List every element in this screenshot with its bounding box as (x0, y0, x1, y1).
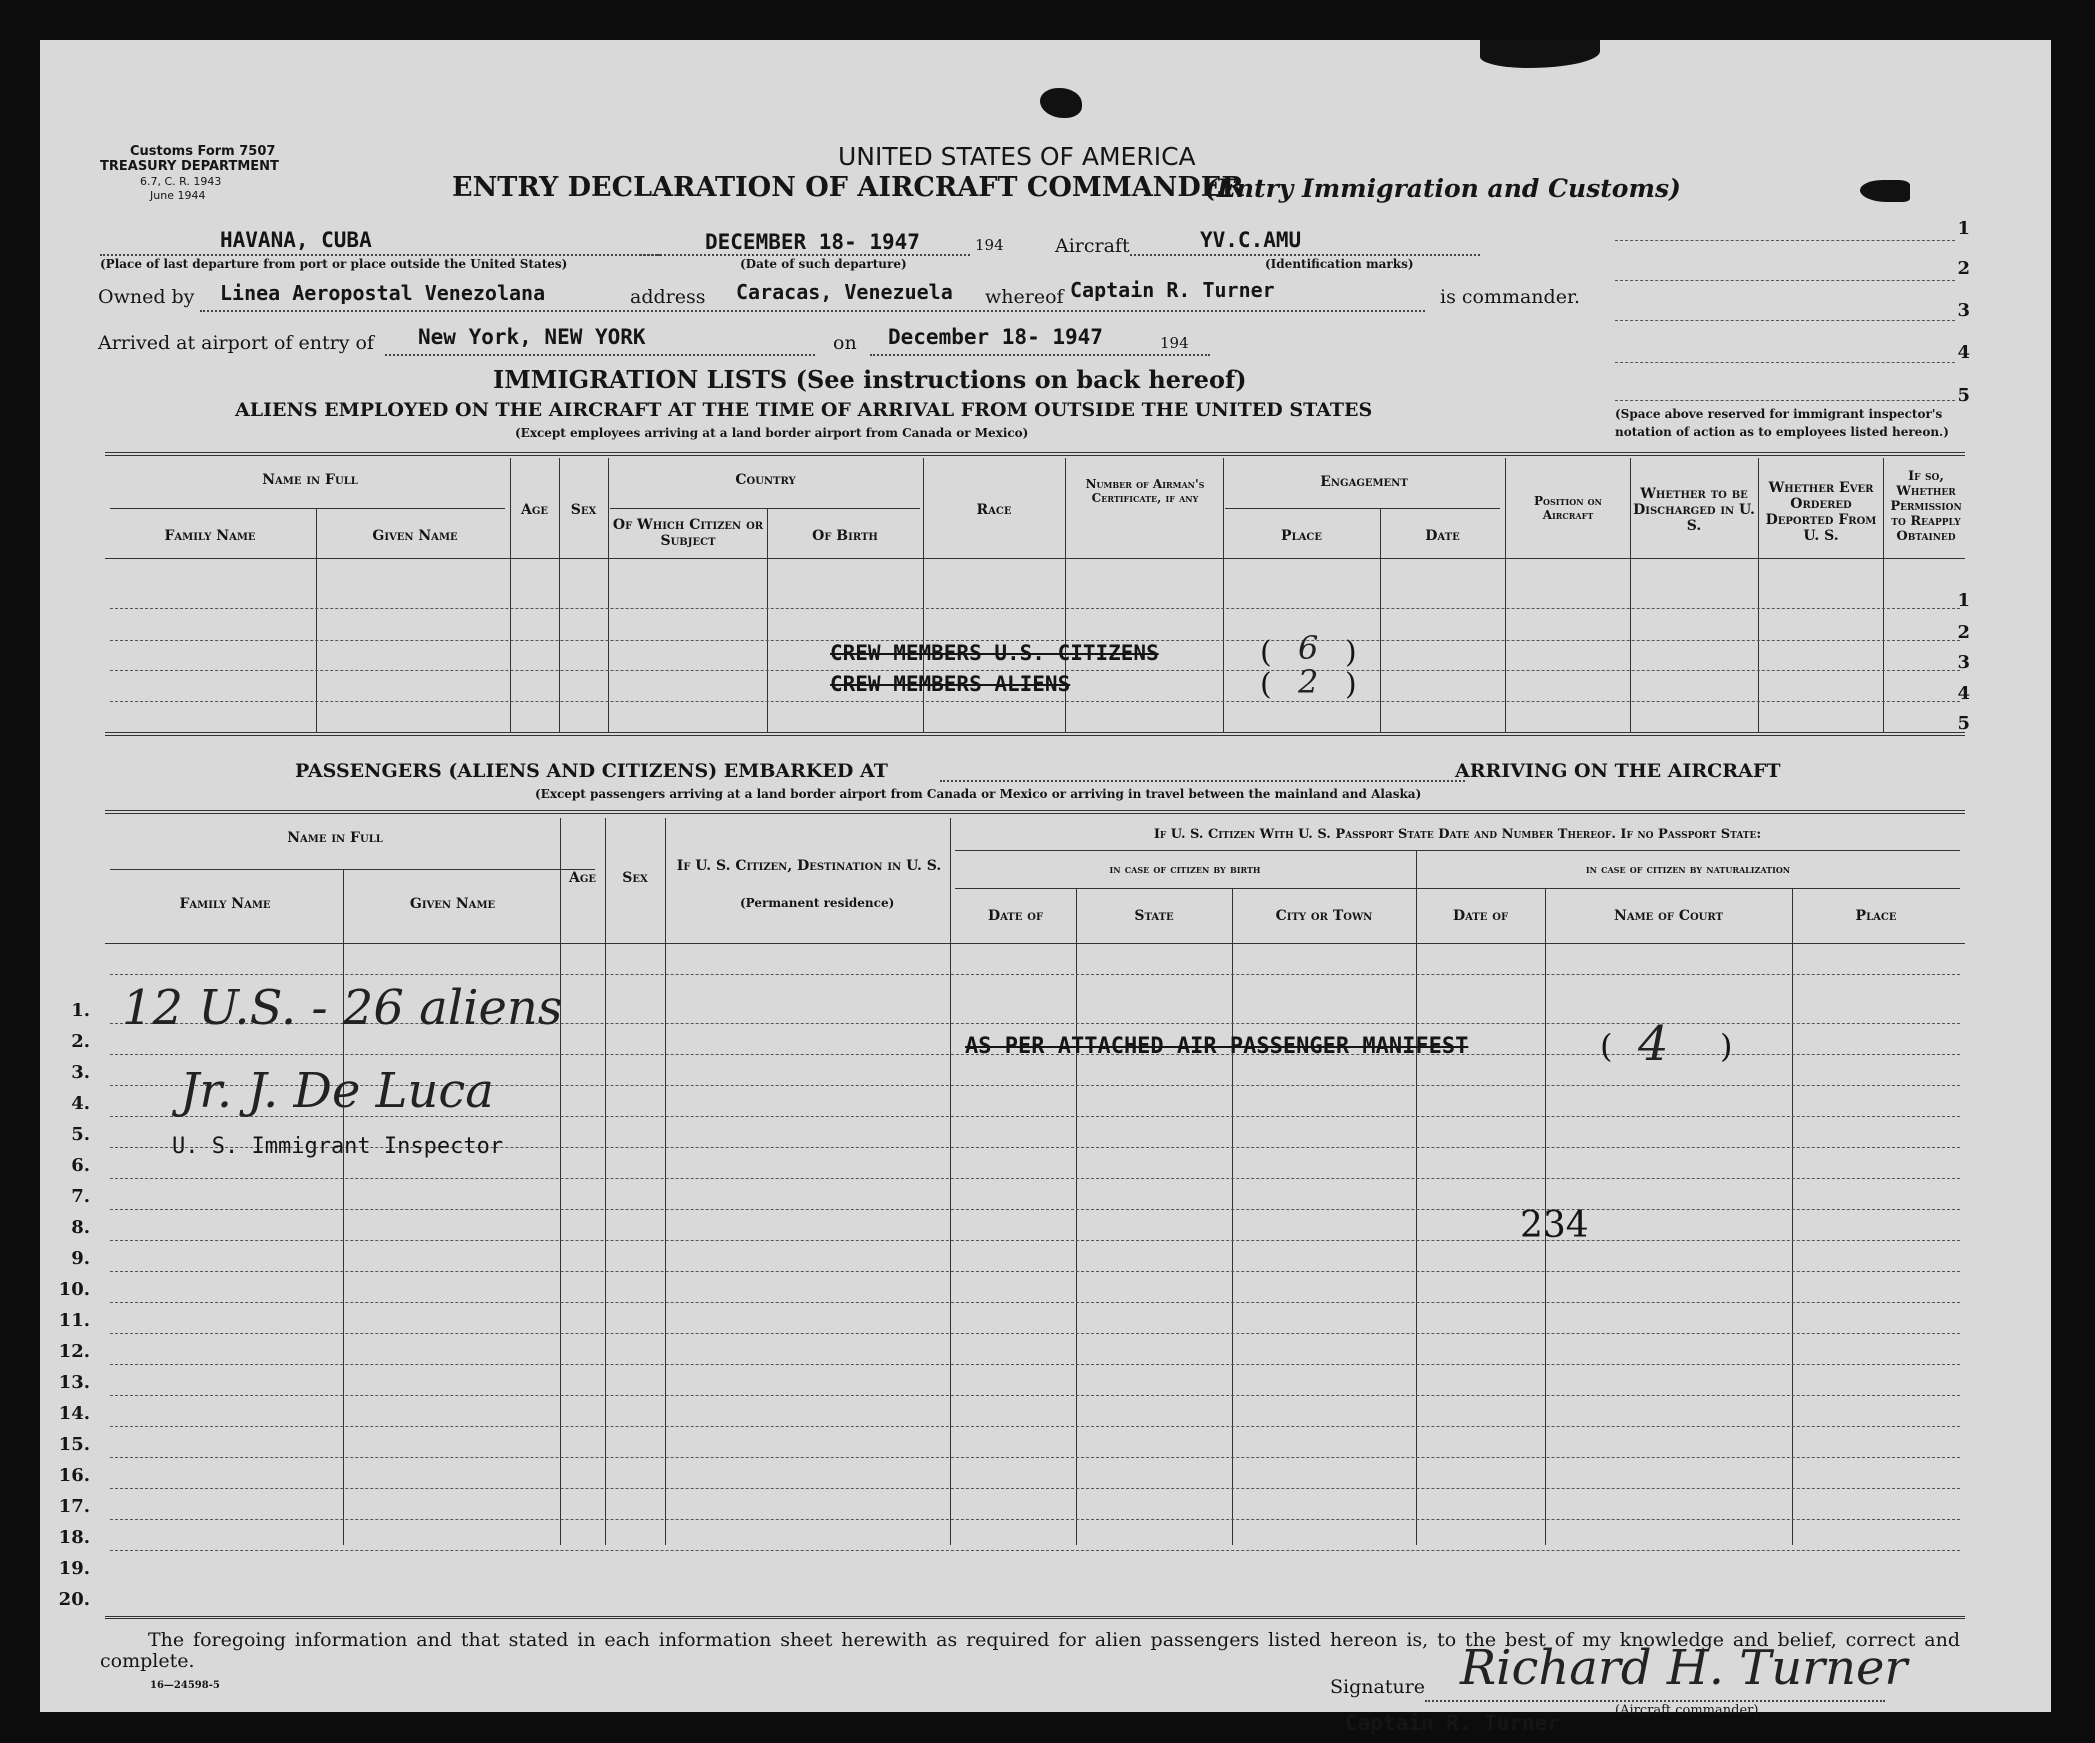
col-permission: If so, Whether Permission to Reapply Obtained (1890, 469, 1962, 544)
paren-close: ) (1345, 635, 1357, 670)
passengers-note: (Except passengers arriving at a land border airport from Canada or Mexico or arriving in travel between the mainland and Alaska) (535, 787, 1422, 801)
pcol-place: Place (1855, 908, 1897, 924)
aliens-employed-heading: ALIENS EMPLOYED ON THE AIRCRAFT AT THE TIME OF ARRIVAL FROM OUTSIDE THE UNITED STATES (235, 399, 1373, 421)
on-label: on (833, 332, 857, 354)
col-name-in-full: Name in Full (262, 472, 358, 488)
pcol-date-of-2: Date of (1452, 908, 1509, 924)
passenger-row-number: 5. (71, 1124, 90, 1145)
passenger-row-number: 9. (71, 1248, 90, 1269)
pcol-name-of-court: Name of Court (1614, 908, 1723, 924)
print-code: 16—24598-5 (150, 1680, 220, 1691)
pcol-city-or-town: City or Town (1275, 908, 1373, 924)
whereof-label: whereof (985, 286, 1064, 308)
passenger-row-number: 20. (58, 1589, 90, 1610)
date-departure-caption: (Date of such departure) (740, 257, 907, 271)
passenger-row-number: 7. (71, 1186, 90, 1207)
inspector-note: (Space above reserved for immigrant inspector's (1615, 407, 1943, 421)
col-age: Age (520, 502, 549, 518)
crew-row-number: 2 (1957, 622, 1970, 643)
passenger-row-number: 3. (71, 1062, 90, 1083)
inspector-line-number: 5 (1957, 385, 1970, 406)
place-departure-caption: (Place of last departure from port or place outside the United States) (100, 257, 568, 271)
commander-value: Captain R. Turner (1070, 278, 1275, 302)
inspector-line-number: 3 (1957, 300, 1970, 321)
col-discharged: Whether to be Discharged in U. S. (1633, 486, 1755, 535)
passenger-row-number: 2. (71, 1031, 90, 1052)
col-race: Race (976, 502, 1012, 518)
crew-aliens-count: 2 (1298, 663, 1319, 701)
passenger-row-number: 1. (71, 1000, 90, 1021)
col-family-name: Family Name (164, 528, 256, 544)
inspector-title: U. S. Immigrant Inspector (172, 1134, 504, 1159)
passenger-row-number: 18. (58, 1527, 90, 1548)
form-sheet (40, 40, 2051, 1735)
commander-signature: Richard H. Turner (1460, 1640, 1908, 1696)
date-arrival-suffix: 194 (1160, 334, 1189, 352)
col-date: Date (1425, 528, 1460, 544)
inspector-line-number: 1 (1957, 218, 1970, 239)
col-airman-cert: Number of Airman's Certificate, if any (1085, 477, 1205, 505)
pcol-destination-sub: (Permanent residence) (740, 896, 895, 910)
torn-edge (1480, 40, 1600, 68)
col-country: Country (735, 472, 796, 488)
crew-row-number: 5 (1957, 713, 1970, 734)
col-position: Position on Aircraft (1534, 494, 1602, 522)
passenger-row-number: 12. (58, 1341, 90, 1362)
country-title: UNITED STATES OF AMERICA (838, 142, 1196, 171)
pcol-family-name: Family Name (179, 896, 271, 912)
owner-value: Linea Aeropostal Venezolana (220, 281, 546, 305)
date-departure-value: DECEMBER 18- 1947 (705, 230, 920, 254)
pcol-sex: Sex (622, 870, 648, 886)
date-departure-suffix: 194 (975, 236, 1004, 254)
manifest-stamp: AS PER ATTACHED AIR PASSENGER MANIFEST (965, 1034, 1469, 1059)
owned-by-label: Owned by (98, 286, 195, 308)
form-date: June 1944 (150, 189, 206, 202)
col-citizen-of: Of Which Citizen or Subject (612, 517, 764, 550)
passenger-row-number: 19. (58, 1558, 90, 1579)
col-deported: Whether Ever Ordered Deported From U. S. (1765, 480, 1877, 545)
place-departure-value: HAVANA, CUBA (220, 228, 372, 252)
col-given-name: Given Name (372, 528, 458, 544)
aircraft-marks-caption: (Identification marks) (1265, 257, 1414, 271)
crew-row-number: 1 (1957, 590, 1970, 611)
handwritten-count: 12 U.S. - 26 aliens (122, 980, 563, 1036)
passenger-row-number: 4. (71, 1093, 90, 1114)
pcol-by-birth: in case of citizen by birth (1109, 862, 1261, 876)
paren-close: ) (1720, 1027, 1733, 1065)
pcol-date-of: Date of (987, 908, 1044, 924)
pcol-by-naturalization: in case of citizen by naturalization (1585, 862, 1791, 876)
aircraft-marks-value: YV.C.AMU (1200, 228, 1302, 252)
form-number: Customs Form 7507 (130, 144, 276, 159)
crew-row-number: 3 (1957, 652, 1970, 673)
passenger-row-number: 6. (71, 1155, 90, 1176)
aircraft-label: Aircraft (1055, 235, 1130, 257)
signature-label: Signature (1330, 1676, 1426, 1698)
passenger-row-number: 13. (58, 1372, 90, 1393)
form-title: ENTRY DECLARATION OF AIRCRAFT COMMANDER (452, 172, 1244, 203)
passenger-row-number: 15. (58, 1434, 90, 1455)
pcol-destination: If U. S. Citizen, Destination in U. S. (676, 858, 942, 874)
paren-close: ) (1345, 667, 1357, 702)
passenger-row-number: 16. (58, 1465, 90, 1486)
form-regulation: 6.7, C. R. 1943 (140, 175, 222, 188)
passenger-row-number: 14. (58, 1403, 90, 1424)
passenger-row-number: 8. (71, 1217, 90, 1238)
col-engagement: Engagement (1320, 474, 1408, 490)
paren-open: ( (1600, 1027, 1613, 1065)
col-of-birth: Of Birth (812, 528, 878, 544)
passengers-heading: PASSENGERS (ALIENS AND CITIZENS) EMBARKED AT (295, 760, 888, 782)
paren-open: ( (1260, 635, 1272, 670)
crew-us-citizens-stamp: CREW MEMBERS U.S. CITIZENS (830, 641, 1159, 665)
inspector-line-number: 4 (1957, 342, 1970, 363)
immigration-lists-heading: IMMIGRATION LISTS (See instructions on back hereof) (493, 365, 1247, 394)
crew-aliens-stamp: CREW MEMBERS ALIENS (830, 672, 1071, 696)
pcol-age: Age (568, 870, 597, 886)
address-value: Caracas, Venezuela (736, 280, 953, 304)
crew-row-number: 4 (1957, 683, 1970, 704)
date-arrival-value: December 18- 1947 (888, 325, 1103, 349)
col-sex: Sex (570, 502, 597, 518)
manifest-count: 4 (1638, 1016, 1669, 1072)
pcol-name-in-full: Name in Full (287, 830, 383, 846)
passenger-row-number: 17. (58, 1496, 90, 1517)
crew-us-count: 6 (1298, 629, 1319, 667)
torn-hole (1040, 88, 1082, 118)
certification-text: The foregoing information and that stated in each information sheet herewith as required for alien passengers listed hereon is, to the best of my knowledge and belief, correct and complete. (100, 1629, 1960, 1673)
airport-entry-value: New York, NEW YORK (418, 325, 646, 349)
torn-corner (1860, 180, 1910, 202)
passenger-row-number: 11. (58, 1310, 90, 1331)
arrived-label: Arrived at airport of entry of (98, 332, 374, 354)
pcol-passport: If U. S. Citizen With U. S. Passport State Date and Number Thereof. If no Passport State: (1153, 827, 1762, 842)
passenger-row-number: 10. (58, 1279, 90, 1300)
inspector-signature: Jr. J. De Luca (180, 1063, 494, 1119)
inspector-note: notation of action as to employees listed hereon.) (1615, 425, 1949, 439)
signer-name: Captain R. Turner (1345, 1711, 1560, 1735)
pcol-given-name: Given Name (409, 896, 496, 912)
arriving-heading: ARRIVING ON THE AIRCRAFT (1455, 760, 1781, 782)
aliens-employed-note: (Except employees arriving at a land border airport from Canada or Mexico) (515, 426, 1029, 440)
form-department: TREASURY DEPARTMENT (100, 159, 279, 174)
paren-open: ( (1260, 667, 1272, 702)
inspector-line-number: 2 (1957, 258, 1970, 279)
form-title-sub: (Entry Immigration and Customs) (1205, 174, 1681, 203)
signer-title: (Aircraft commander) (1615, 1703, 1759, 1718)
address-label: address (630, 286, 706, 308)
col-place: Place (1281, 528, 1322, 544)
page-number: 234 (1520, 1205, 1589, 1246)
is-commander-label: is commander. (1440, 286, 1580, 308)
pcol-state: State (1134, 908, 1174, 924)
